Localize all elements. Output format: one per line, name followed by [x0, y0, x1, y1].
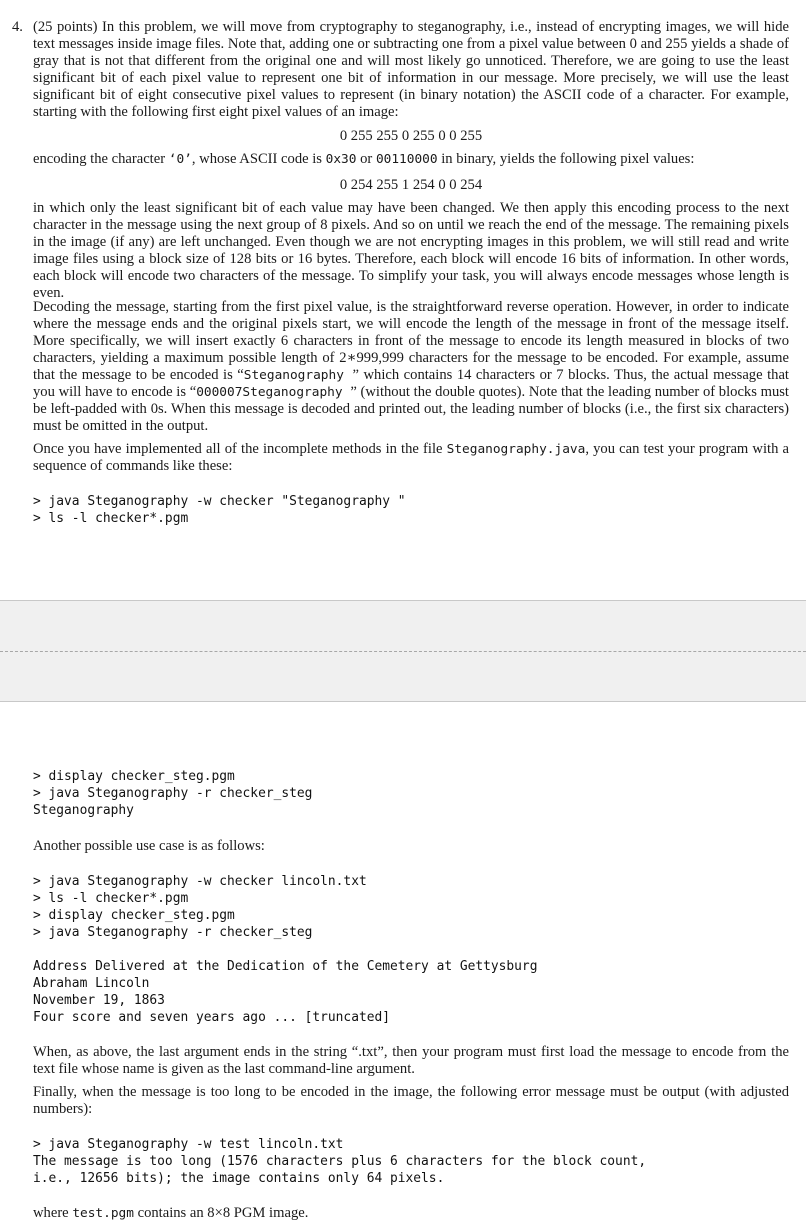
page-bottom [0, 702, 806, 1226]
command-block-read: > display checker_steg.pgm > java Steganography -r checker_steg Steganography [33, 769, 313, 818]
block-paragraph: in which only the least significant bit of each value may have been changed. We then apply this encoding process to the next character in the message using the next group of 8 pixels. And so on until we reach the end of the message. The remaining pixels in the image (if any) are left unchanged. Even though we are not encrypting images in this problem, we will still read and write image files using a block size of 128 bits or 16 bytes. Therefore, each block will encode 16 bits of information. In other words, each block will encode two characters of the message. To simplify your task, you will always encode messages whose length is even. [33, 200, 789, 301]
char-code: ‘0’ [168, 152, 192, 167]
binary-code: 00110000 [375, 152, 438, 167]
pixels-after: 0 254 255 1 254 0 0 254 [339, 177, 483, 193]
hex-code: 0x30 [325, 152, 357, 167]
command-block-write: > java Steganography -w checker "Steganography " > ls -l checker*.pgm [33, 494, 406, 526]
pgm-filename: test.pgm [72, 1206, 134, 1221]
encoding-sentence: encoding the character ‘0’, whose ASCII code is 0x30 or 00110000 in binary, yields the following pixel values: [33, 151, 695, 167]
output-block-lincoln: Address Delivered at the Dedication of the Cemetery at Gettysburg Abraham Lincoln November 19, 1863 Four score and seven years ago ... [truncated] [33, 959, 538, 1025]
problem-number: 4. [12, 19, 23, 35]
java-filename: Steganography.java [446, 442, 586, 457]
command-block-lincoln: > java Steganography -w checker lincoln.txt > ls -l checker*.pgm > display checker_steg.pgm > java Steganography -r checker_steg [33, 874, 367, 940]
use-case-intro: Another possible use case is as follows: [33, 838, 265, 854]
padded-message: 000007Steganography [196, 385, 351, 400]
page-break-line [0, 651, 806, 652]
usage-paragraph: Once you have implemented all of the incomplete methods in the file Steganography.java, you can test your program with a sequence of commands like these: [33, 441, 789, 474]
closing-sentence: where test.pgm contains an 8×8 PGM image. [33, 1205, 309, 1221]
txt-load-paragraph: When, as above, the last argument ends in the string “.txt”, then your program must first load the message to encode from the text file whose name is given as the last command-line argument. [33, 1044, 789, 1077]
example-message: Steganography [243, 368, 353, 383]
page-top [0, 0, 806, 600]
decoding-paragraph: Decoding the message, starting from the first pixel value, is the straightforward reverse operation. However, in order to indicate where the message ends and the original pixels start, we will encode the length of the message in front of the message itself. More specifically, we will insert exactly 6 characters in front of the message to encode its length measured in blocks of two characters, yielding a maximum possible length of 2∗999,999 characters for the message to be encoded. For example, assume that the message to be encoded is “Steganography ” which contains 14 characters or 7 blocks. Thus, the actual message that you will have to encode is “000007Steganography ” (without the double quotes). Note that the leading number of blocks must be left-padded with 0s. When this message is decoded and printed out, the leading number of blocks (i.e., the first six characters) must be omitted in the output. [33, 299, 789, 434]
intro-paragraph: (25 points) In this problem, we will move from cryptography to steganography, i.e., instead of encrypting images, we will hide text messages inside image files. Note that, adding one or subtracting one from a pixel value between 0 and 255 yields a shade of gray that is not that different from the original one and will most likely go unnoticed. Therefore, we are going to use the least significant bit of each pixel value to represent one bit of information in our message. More precisely, we will use the least significant bit of eight consecutive pixel values to represent (in binary notation) the ASCII code of a character. For example, starting with the following first eight pixel values of an image: [33, 19, 789, 120]
pixels-before: 0 255 255 0 255 0 0 255 [339, 128, 483, 144]
error-intro-paragraph: Finally, when the message is too long to be encoded in the image, the following error message must be output (with adjusted numbers): [33, 1084, 789, 1117]
page-separator [0, 600, 806, 702]
error-output-block: > java Steganography -w test lincoln.txt The message is too long (1576 characters plus 6 characters for the block count, i.e., 12656 bits); the image contains only 64 pixels. [33, 1137, 647, 1186]
